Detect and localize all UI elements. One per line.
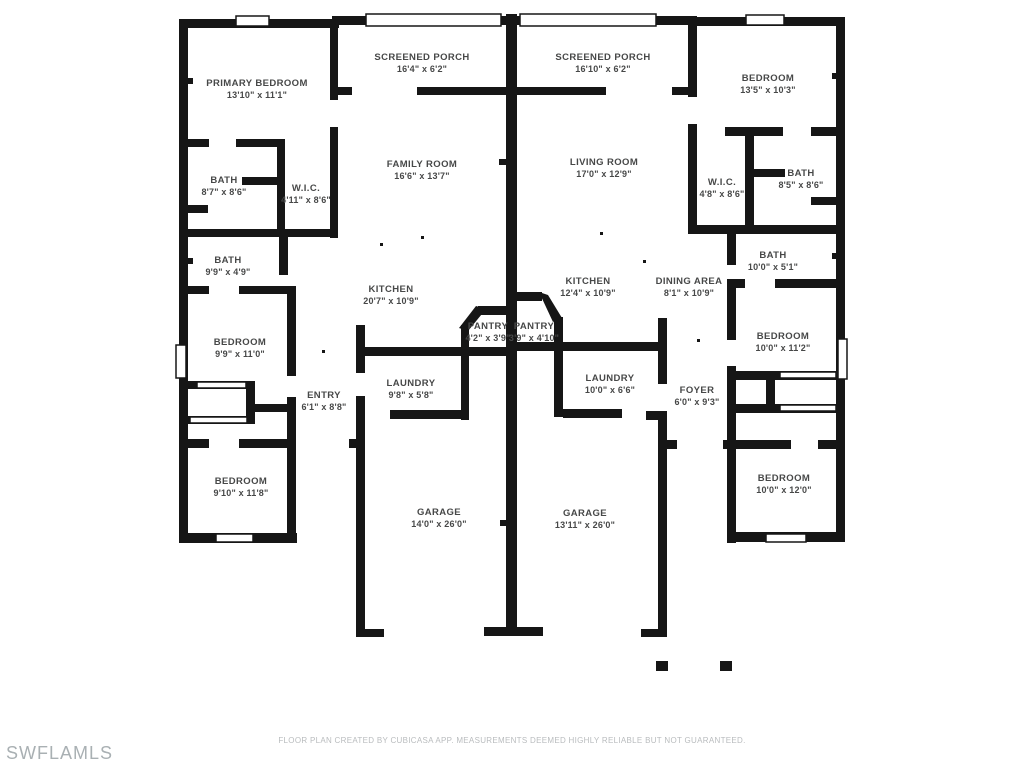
room-dims: 6'1" x 8'8" (301, 402, 347, 412)
walls (179, 14, 845, 637)
room-dims: 16'6" x 13'7" (394, 171, 450, 181)
room-dims: 8'1" x 10'9" (663, 288, 715, 298)
room-dims: 8'5" x 8'6" (778, 180, 824, 190)
room-name: DINING AREA (655, 276, 723, 287)
room-dims: 13'11" x 26'0" (554, 520, 616, 530)
disclaimer-text: FLOOR PLAN CREATED BY CUBICASA APP. MEASUREMENTS DEEMED HIGHLY RELIABLE BUT NOT GUARANTEED. (278, 736, 746, 745)
room-name: PRIMARY BEDROOM (206, 78, 308, 89)
entry-porch-posts (656, 661, 732, 671)
room-dims: 13'10" x 11'1" (226, 90, 288, 100)
room-dims: 4'8" x 8'6" (699, 189, 745, 199)
room-dims: 3'9" x 4'10" (508, 333, 560, 343)
room-dims: 6'0" x 9'3" (674, 397, 720, 407)
room-name: LAUNDRY (585, 373, 635, 384)
room-name: PANTRY (467, 321, 509, 332)
room-dims: 10'0" x 6'6" (584, 385, 636, 395)
room-name: BATH (787, 168, 815, 179)
room-name: BATH (210, 175, 238, 186)
mls-watermark: SWFLAMLS (6, 743, 114, 763)
room-name: BEDROOM (214, 476, 268, 487)
room-dims: 16'10" x 6'2" (575, 64, 631, 74)
room-name: LAUNDRY (386, 378, 436, 389)
room-dims: 14'0" x 26'0" (411, 519, 467, 529)
room-dims: 12'4" x 10'9" (560, 288, 616, 298)
room-dims: 16'4" x 6'2" (396, 64, 448, 74)
room-dims: 9'9" x 4'9" (205, 267, 251, 277)
room-dims: 4'11" x 8'6" (281, 195, 331, 205)
room-name: ENTRY (307, 390, 341, 401)
room-dims: 10'0" x 5'1" (747, 262, 799, 272)
room-name: W.I.C. (291, 183, 321, 194)
room-name: FAMILY ROOM (386, 159, 458, 170)
room-name: BATH (759, 250, 787, 261)
room-name: BEDROOM (756, 331, 810, 342)
room-dims: 17'0" x 12'9" (576, 169, 632, 179)
room-dims: 10'0" x 11'2" (755, 343, 811, 353)
room-name: GARAGE (562, 508, 608, 519)
room-name: SCREENED PORCH (555, 52, 651, 63)
room-name: BEDROOM (757, 473, 811, 484)
room-name: BEDROOM (213, 337, 267, 348)
room-name: KITCHEN (565, 276, 611, 287)
room-name: BATH (214, 255, 242, 266)
room-name: BEDROOM (741, 73, 795, 84)
room-name: PANTRY (513, 321, 555, 332)
room-dims: 9'8" x 5'8" (388, 390, 434, 400)
room-dims: 9'10" x 11'8" (213, 488, 269, 498)
room-name: SCREENED PORCH (374, 52, 470, 63)
room-dims: 8'7" x 8'6" (201, 187, 247, 197)
room-dims: 4'2" x 3'9" (465, 333, 511, 343)
room-dims: 9'9" x 11'0" (215, 349, 265, 359)
room-dims: 10'0" x 12'0" (756, 485, 812, 495)
room-name: GARAGE (416, 507, 462, 518)
room-name: KITCHEN (368, 284, 414, 295)
room-name: W.I.C. (707, 177, 737, 188)
room-dims: 20'7" x 10'9" (363, 296, 419, 306)
room-name: LIVING ROOM (569, 157, 639, 168)
room-name: FOYER (679, 385, 715, 396)
room-dims: 13'5" x 10'3" (740, 85, 796, 95)
